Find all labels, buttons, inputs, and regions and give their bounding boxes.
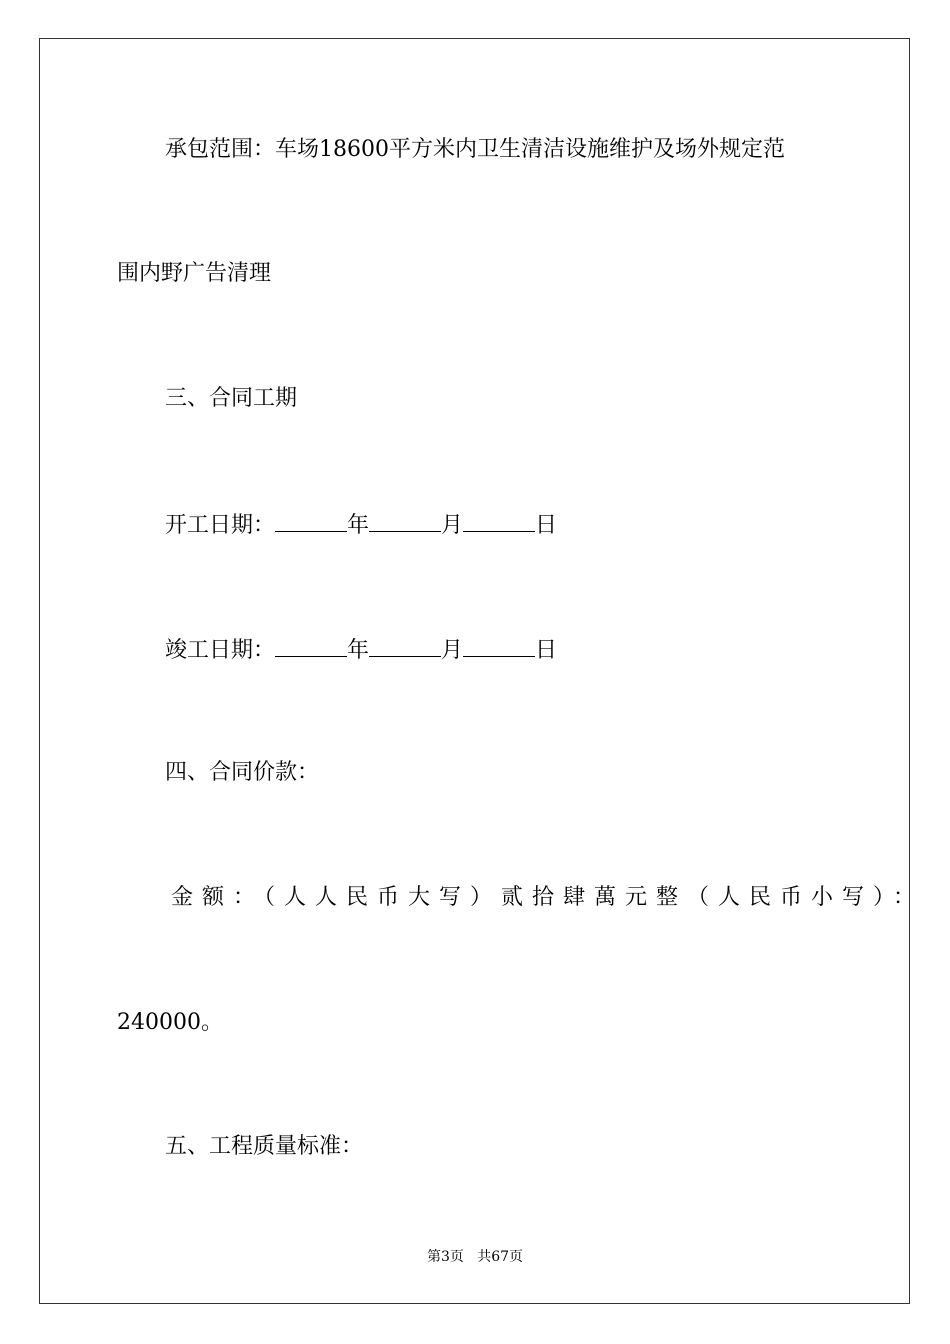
start-date-line: [165, 511, 557, 539]
end-date-month-unit: 月: [441, 638, 464, 663]
end-date-day-unit: 日: [535, 638, 558, 663]
end-date-year-blank[interactable]: [275, 636, 347, 657]
footer-total-pages: 67: [491, 1249, 510, 1265]
end-date-year-unit: 年: [347, 638, 370, 663]
scope-paragraph-line-1: 承包范围：车场18600平方米内卫生清洁设施维护及场外规定范: [165, 137, 785, 162]
footer-page-suffix: 页: [449, 1249, 464, 1265]
start-date-month-unit: 月: [441, 513, 464, 538]
section-4-heading: 四、合同价款：: [165, 760, 320, 785]
end-date-line: [165, 636, 557, 664]
scope-paragraph-line-2: 围内野广告清理: [117, 261, 272, 286]
start-date-label: 开工日期：: [165, 513, 276, 538]
footer-page-number: 3: [440, 1249, 450, 1265]
amount-paragraph-line-1: 金额：（人人民币大写）贰拾肆萬元整（人民币小写）：: [171, 885, 925, 910]
start-date-day-blank[interactable]: [463, 511, 535, 532]
footer-total-suffix: 页: [509, 1249, 524, 1265]
end-date-label: 竣工日期：: [165, 638, 276, 663]
page-footer: [0, 1248, 950, 1266]
amount-paragraph-line-2: 240000。: [117, 1010, 223, 1035]
page-border: [39, 38, 910, 1304]
start-date-year-unit: 年: [347, 513, 370, 538]
footer-page-prefix: 第: [426, 1249, 441, 1265]
end-date-month-blank[interactable]: [369, 636, 441, 657]
footer-total-prefix: 共: [477, 1249, 492, 1265]
start-date-year-blank[interactable]: [275, 511, 347, 532]
end-date-day-blank[interactable]: [463, 636, 535, 657]
start-date-day-unit: 日: [535, 513, 558, 538]
footer-gap: [464, 1249, 477, 1265]
section-3-heading: 三、合同工期: [165, 386, 298, 411]
start-date-month-blank[interactable]: [369, 511, 441, 532]
section-5-heading: 五、工程质量标准：: [165, 1134, 364, 1159]
